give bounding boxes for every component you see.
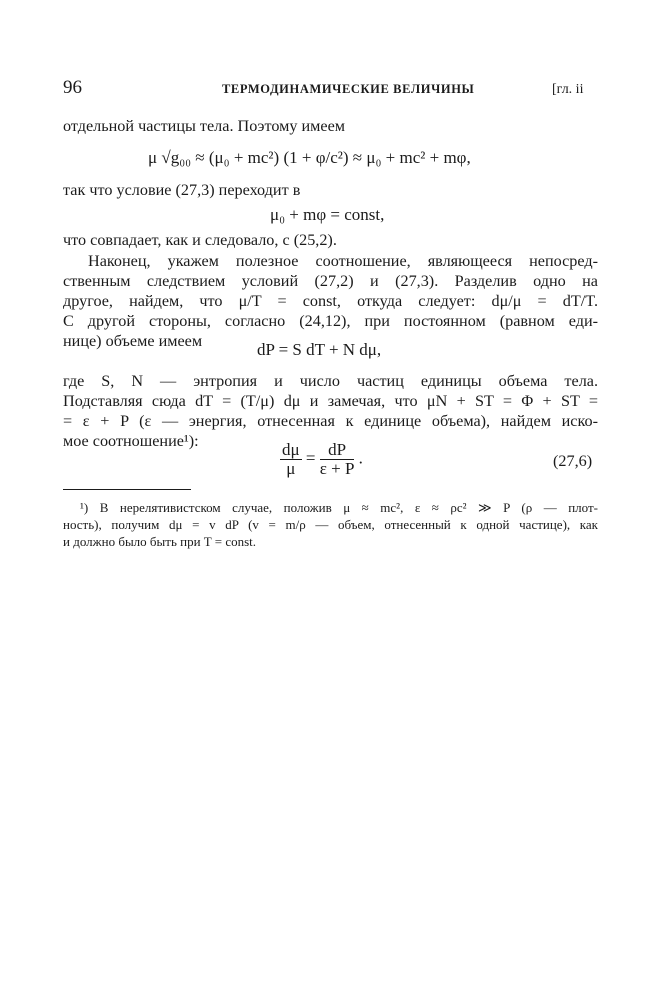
footnote-line: и должно было быть при T = const.	[63, 534, 257, 549]
footnote-line: ность), получим dμ = v dP (v = m/ρ — объем, отнесенный к одной частице), как	[63, 517, 598, 532]
fraction-left	[280, 441, 302, 478]
equation-2: μ₀ + mφ = const,	[270, 205, 385, 224]
text-line: Наконец, укажем полезное соотношение, являющееся непосред-	[88, 252, 598, 270]
equation-number: (27,6)	[553, 452, 593, 470]
equation-1: μ √g₀₀ ≈ (μ₀ + mc²) (1 + φ/c²) ≈ μ₀ + mc² + mφ,	[148, 148, 471, 167]
footnote-rule	[63, 489, 191, 490]
fraction-denominator: ε + P	[319, 459, 355, 478]
text-line: С другой стороны, согласно (24,12), при постоянном (равном еди-	[63, 312, 598, 330]
text-line: Подставляя сюда dT = (T/μ) dμ и замечая, что μN + ST = Φ + ST =	[63, 392, 598, 410]
equals-sign: =	[305, 448, 320, 468]
text-line: другое, найдем, что μ/T = const, откуда следует: dμ/μ = dT/T.	[63, 292, 598, 310]
fraction-denominator: μ	[286, 459, 296, 478]
footnote-line: ¹) В нерелятивистском случае, положив μ ≈ mc², ε ≈ ρc² ≫ P (ρ — плот-	[80, 500, 598, 515]
text-line: так что условие (27,3) переходит в	[63, 181, 301, 199]
text-line: = ε + P (ε — энергия, отнесенная к единице объема), найдем иско-	[63, 412, 598, 430]
text-line: отдельной частицы тела. Поэтому имеем	[63, 117, 346, 135]
chapter-label: [гл. ii	[552, 82, 584, 97]
running-title: ТЕРМОДИНАМИЧЕСКИЕ ВЕЛИЧИНЫ	[222, 82, 475, 96]
fraction-right	[320, 441, 355, 478]
equation-3: dP = S dT + N dμ,	[257, 340, 382, 359]
text-line: нице) объеме имеем	[63, 332, 203, 350]
page-number: 96	[63, 77, 82, 98]
text-line: что совпадает, как и следовало, с (25,2).	[63, 231, 337, 249]
text-line: где S, N — энтропия и число частиц единицы объема тела.	[63, 372, 598, 390]
fraction-numerator: dμ	[282, 440, 300, 459]
fraction-numerator: dP	[320, 441, 355, 460]
equation-4	[280, 441, 363, 478]
text-line: мое соотношение¹):	[63, 432, 199, 450]
equation-period: .	[358, 448, 363, 468]
text-line: ственным следствием условий (27,2) и (27,3). Разделив одно на	[63, 272, 598, 290]
